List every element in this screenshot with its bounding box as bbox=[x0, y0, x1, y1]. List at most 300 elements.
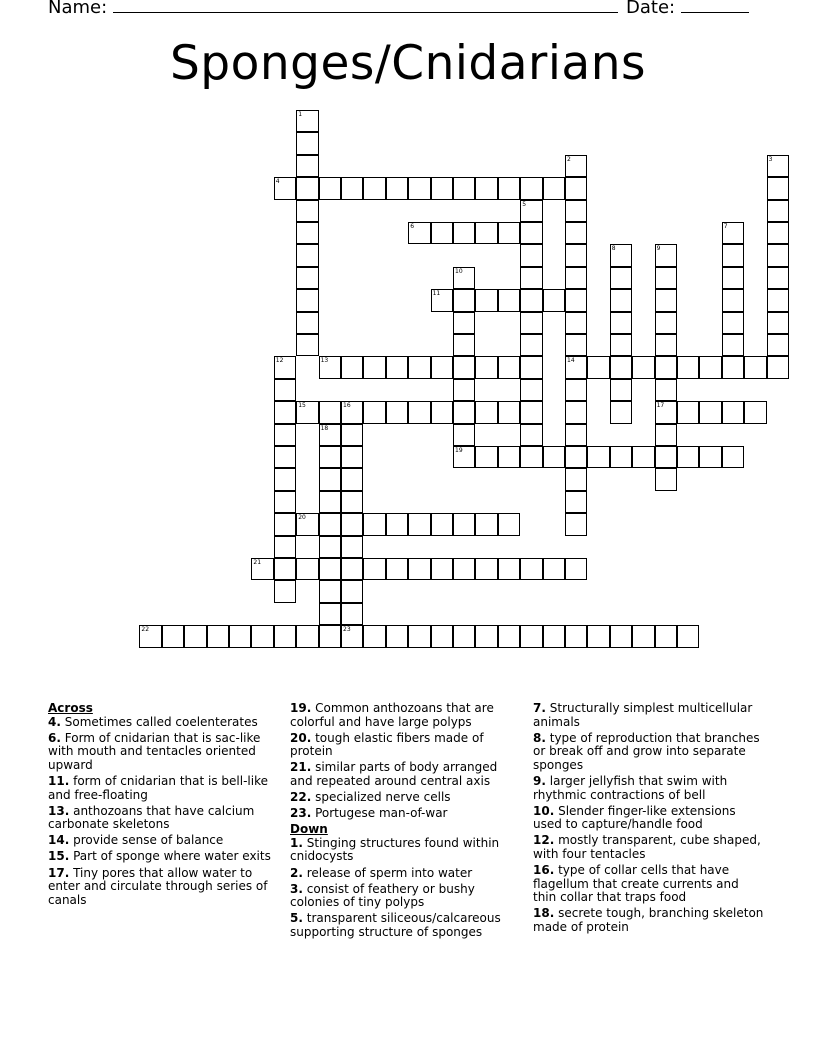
grid-cell[interactable] bbox=[565, 625, 587, 647]
grid-cell[interactable] bbox=[363, 558, 385, 580]
clue-number: 5. bbox=[290, 911, 303, 926]
grid-cell[interactable] bbox=[319, 468, 341, 490]
page-title: Sponges/Cnidarians bbox=[169, 36, 647, 91]
grid-cell[interactable] bbox=[587, 356, 609, 378]
clue-number: 19 bbox=[455, 447, 463, 454]
grid-cell[interactable] bbox=[722, 312, 744, 334]
grid-cell[interactable] bbox=[319, 513, 341, 535]
grid-cell[interactable] bbox=[274, 625, 296, 647]
grid-cell[interactable] bbox=[610, 289, 632, 311]
clue-text: specialized nerve cells bbox=[315, 790, 451, 805]
grid-cell[interactable] bbox=[274, 401, 296, 423]
grid-cell[interactable] bbox=[655, 334, 677, 356]
clue-number: 16 bbox=[343, 402, 351, 410]
grid-cell[interactable] bbox=[296, 289, 318, 311]
clues-column-2 bbox=[290, 702, 522, 942]
grid-cell[interactable] bbox=[722, 289, 744, 311]
grid-cell[interactable] bbox=[610, 356, 632, 378]
grid-cell[interactable] bbox=[386, 177, 408, 199]
grid-cell[interactable] bbox=[498, 289, 520, 311]
grid-cell[interactable] bbox=[520, 379, 542, 401]
grid-cell[interactable] bbox=[319, 580, 341, 602]
clue bbox=[533, 732, 765, 773]
clue-text: transparent siliceous/calcareous supporting structure of sponges bbox=[290, 911, 501, 939]
grid-cell[interactable] bbox=[520, 267, 542, 289]
grid-cell[interactable] bbox=[610, 446, 632, 468]
grid-cell[interactable] bbox=[341, 513, 363, 535]
grid-cell[interactable] bbox=[453, 267, 475, 289]
grid-cell[interactable] bbox=[655, 468, 677, 490]
grid-cell[interactable] bbox=[341, 536, 363, 558]
grid-cell[interactable] bbox=[296, 132, 318, 154]
clues-column-1 bbox=[48, 702, 280, 910]
grid-cell[interactable] bbox=[520, 558, 542, 580]
grid-cell[interactable] bbox=[453, 356, 475, 378]
clue-number: 1 bbox=[298, 111, 303, 118]
clue-number: 16. bbox=[533, 863, 555, 878]
clue-text: Tiny pores that allow water to enter and circulate through series of canals bbox=[48, 865, 268, 907]
grid-cell[interactable] bbox=[431, 289, 453, 311]
grid-cell[interactable] bbox=[520, 424, 542, 446]
grid-cell[interactable] bbox=[632, 446, 654, 468]
grid-cell[interactable] bbox=[408, 625, 430, 647]
grid-cell[interactable] bbox=[431, 513, 453, 535]
grid-cell[interactable] bbox=[475, 401, 497, 423]
grid-cell[interactable] bbox=[610, 267, 632, 289]
clue-number: 19. bbox=[290, 701, 312, 715]
grid-cell[interactable] bbox=[341, 446, 363, 468]
grid-cell[interactable] bbox=[408, 401, 430, 423]
clue-text: consist of feathery or bushy colonies of tiny polyps bbox=[290, 881, 475, 910]
grid-cell[interactable] bbox=[677, 625, 699, 647]
grid-cell[interactable] bbox=[565, 379, 587, 401]
clue bbox=[290, 867, 522, 881]
grid-cell[interactable] bbox=[453, 558, 475, 580]
grid-cell[interactable] bbox=[431, 401, 453, 423]
grid-cell[interactable] bbox=[431, 222, 453, 244]
grid-cell[interactable] bbox=[498, 558, 520, 580]
grid-cell[interactable] bbox=[139, 625, 161, 647]
grid-cell[interactable] bbox=[722, 267, 744, 289]
grid-cell[interactable] bbox=[207, 625, 229, 647]
grid-cell[interactable] bbox=[520, 312, 542, 334]
clue-number: 6. bbox=[48, 730, 61, 745]
clue-number: 10 bbox=[455, 267, 463, 275]
grid-cell[interactable] bbox=[587, 625, 609, 647]
grid-cell[interactable] bbox=[296, 312, 318, 334]
grid-cell[interactable] bbox=[520, 289, 542, 311]
grid-cell[interactable] bbox=[475, 222, 497, 244]
grid-cell[interactable] bbox=[565, 200, 587, 222]
grid-cell[interactable] bbox=[767, 177, 789, 199]
grid-cell[interactable] bbox=[655, 267, 677, 289]
grid-cell[interactable] bbox=[453, 222, 475, 244]
clue-number: 3 bbox=[768, 155, 773, 163]
grid-cell[interactable] bbox=[408, 177, 430, 199]
grid-cell[interactable] bbox=[565, 468, 587, 490]
grid-cell[interactable] bbox=[296, 267, 318, 289]
grid-cell[interactable] bbox=[408, 558, 430, 580]
grid-cell[interactable] bbox=[632, 356, 654, 378]
grid-cell[interactable] bbox=[543, 289, 565, 311]
clue bbox=[533, 775, 765, 802]
grid-cell[interactable] bbox=[319, 356, 341, 378]
clue-number: 2 bbox=[567, 155, 571, 163]
clue-text: Structurally simplest multicellular animals bbox=[533, 701, 753, 729]
grid-cell[interactable] bbox=[677, 401, 699, 423]
grid-cell[interactable] bbox=[296, 401, 318, 423]
grid-cell[interactable] bbox=[408, 356, 430, 378]
clue-text: similar parts of body arranged and repeated around central axis bbox=[290, 760, 498, 788]
grid-cell[interactable] bbox=[319, 558, 341, 580]
grid-cell[interactable] bbox=[565, 334, 587, 356]
grid-cell[interactable] bbox=[498, 222, 520, 244]
grid-cell[interactable] bbox=[453, 424, 475, 446]
grid-cell[interactable] bbox=[565, 177, 587, 199]
grid-cell[interactable] bbox=[677, 446, 699, 468]
clue-number: 17 bbox=[656, 402, 665, 410]
grid-cell[interactable] bbox=[386, 558, 408, 580]
clue-text: larger jellyfish that swim with rhythmic contractions of bell bbox=[533, 773, 728, 802]
grid-cell[interactable] bbox=[565, 513, 587, 535]
grid-cell[interactable] bbox=[453, 446, 475, 468]
grid-cell[interactable] bbox=[453, 312, 475, 334]
clue-number: 11 bbox=[432, 290, 441, 298]
grid-cell[interactable] bbox=[274, 177, 296, 199]
grid-cell[interactable] bbox=[655, 401, 677, 423]
grid-cell[interactable] bbox=[475, 513, 497, 535]
grid-cell[interactable] bbox=[341, 356, 363, 378]
grid-cell[interactable] bbox=[274, 558, 296, 580]
clue-number: 4 bbox=[275, 178, 280, 186]
grid-cell[interactable] bbox=[565, 446, 587, 468]
grid-cell[interactable] bbox=[498, 401, 520, 423]
grid-cell[interactable] bbox=[274, 424, 296, 446]
section-heading: Across bbox=[48, 701, 93, 715]
grid-cell[interactable] bbox=[363, 625, 385, 647]
grid-cell[interactable] bbox=[386, 401, 408, 423]
clue-text: anthozoans that have calcium carbonate skeletons bbox=[48, 803, 255, 832]
grid-cell[interactable] bbox=[453, 513, 475, 535]
grid-cell[interactable] bbox=[319, 424, 341, 446]
grid-cell[interactable] bbox=[475, 558, 497, 580]
clue-number: 13 bbox=[320, 357, 329, 365]
grid-cell[interactable] bbox=[386, 625, 408, 647]
clue-number: 15. bbox=[48, 849, 70, 864]
grid-cell[interactable] bbox=[386, 356, 408, 378]
grid-cell[interactable] bbox=[363, 177, 385, 199]
grid-cell[interactable] bbox=[363, 513, 385, 535]
grid-cell[interactable] bbox=[274, 379, 296, 401]
grid-cell[interactable] bbox=[296, 625, 318, 647]
clue-number: 17. bbox=[48, 865, 70, 880]
grid-cell[interactable] bbox=[699, 446, 721, 468]
grid-cell[interactable] bbox=[453, 334, 475, 356]
grid-cell[interactable] bbox=[565, 244, 587, 266]
grid-cell[interactable] bbox=[655, 289, 677, 311]
grid-cell[interactable] bbox=[319, 177, 341, 199]
grid-cell[interactable] bbox=[229, 625, 251, 647]
grid-cell[interactable] bbox=[453, 625, 475, 647]
grid-cell[interactable] bbox=[610, 379, 632, 401]
grid-cell[interactable] bbox=[296, 558, 318, 580]
grid-cell[interactable] bbox=[722, 222, 744, 244]
clue bbox=[533, 864, 765, 905]
grid-cell[interactable] bbox=[767, 267, 789, 289]
grid-cell[interactable] bbox=[341, 401, 363, 423]
grid-cell[interactable] bbox=[296, 513, 318, 535]
clue-number: 10. bbox=[533, 803, 555, 818]
grid-cell[interactable] bbox=[520, 334, 542, 356]
grid-cell[interactable] bbox=[341, 491, 363, 513]
grid-cell[interactable] bbox=[498, 446, 520, 468]
clue-number: 12 bbox=[275, 357, 284, 365]
clue-number: 3. bbox=[290, 881, 303, 896]
grid-cell[interactable] bbox=[498, 177, 520, 199]
grid-cell[interactable] bbox=[408, 513, 430, 535]
grid-cell[interactable] bbox=[475, 289, 497, 311]
grid-cell[interactable] bbox=[699, 401, 721, 423]
grid-cell[interactable] bbox=[677, 356, 699, 378]
grid-cell[interactable] bbox=[565, 491, 587, 513]
grid-cell[interactable] bbox=[655, 312, 677, 334]
clue bbox=[48, 732, 280, 773]
clue bbox=[48, 775, 280, 802]
grid-cell[interactable] bbox=[475, 446, 497, 468]
grid-cell[interactable] bbox=[341, 558, 363, 580]
grid-cell[interactable] bbox=[431, 177, 453, 199]
grid-cell[interactable] bbox=[722, 401, 744, 423]
grid-cell[interactable] bbox=[319, 536, 341, 558]
grid-cell[interactable] bbox=[274, 513, 296, 535]
clue bbox=[290, 883, 522, 910]
grid-cell[interactable] bbox=[319, 625, 341, 647]
grid-cell[interactable] bbox=[632, 625, 654, 647]
grid-cell[interactable] bbox=[565, 155, 587, 177]
grid-cell[interactable] bbox=[655, 446, 677, 468]
grid-cell[interactable] bbox=[610, 334, 632, 356]
clue-number: 8 bbox=[611, 245, 616, 253]
clue-number: 21. bbox=[290, 760, 312, 775]
clue-number: 18. bbox=[533, 906, 555, 921]
clue-number: 8. bbox=[533, 730, 546, 745]
grid-cell[interactable] bbox=[565, 558, 587, 580]
grid-cell[interactable] bbox=[296, 177, 318, 199]
grid-cell[interactable] bbox=[565, 356, 587, 378]
grid-cell[interactable] bbox=[341, 468, 363, 490]
clue-number: 5 bbox=[522, 200, 527, 208]
clue bbox=[290, 837, 522, 864]
grid-cell[interactable] bbox=[565, 424, 587, 446]
grid-cell[interactable] bbox=[274, 356, 296, 378]
clue-text: Stinging structures found within cnidocysts bbox=[290, 835, 500, 864]
clue-number: 4. bbox=[48, 714, 61, 729]
grid-cell[interactable] bbox=[453, 401, 475, 423]
grid-cell[interactable] bbox=[744, 401, 766, 423]
grid-cell[interactable] bbox=[520, 356, 542, 378]
clue-number: 21 bbox=[253, 559, 262, 566]
grid-cell[interactable] bbox=[767, 244, 789, 266]
grid-cell[interactable] bbox=[699, 356, 721, 378]
grid-cell[interactable] bbox=[543, 177, 565, 199]
grid-cell[interactable] bbox=[655, 244, 677, 266]
grid-cell[interactable] bbox=[520, 177, 542, 199]
grid-cell[interactable] bbox=[565, 222, 587, 244]
clue-number: 23 bbox=[343, 626, 351, 634]
clue bbox=[533, 805, 765, 832]
grid-cell[interactable] bbox=[520, 244, 542, 266]
grid-cell[interactable] bbox=[610, 312, 632, 334]
clue bbox=[48, 716, 280, 730]
grid-cell[interactable] bbox=[296, 334, 318, 356]
grid-cell[interactable] bbox=[341, 177, 363, 199]
grid-cell[interactable] bbox=[655, 424, 677, 446]
grid-cell[interactable] bbox=[453, 289, 475, 311]
grid-cell[interactable] bbox=[722, 446, 744, 468]
grid-cell[interactable] bbox=[162, 625, 184, 647]
grid-cell[interactable] bbox=[655, 625, 677, 647]
clue bbox=[290, 807, 522, 821]
grid-cell[interactable] bbox=[520, 222, 542, 244]
clue bbox=[290, 912, 522, 939]
grid-cell[interactable] bbox=[296, 244, 318, 266]
clue-number: 18 bbox=[320, 424, 329, 432]
grid-cell[interactable] bbox=[184, 625, 206, 647]
clue-number: 20 bbox=[298, 514, 306, 522]
grid-cell[interactable] bbox=[767, 155, 789, 177]
grid-cell[interactable] bbox=[610, 625, 632, 647]
grid-cell[interactable] bbox=[498, 625, 520, 647]
grid-cell[interactable] bbox=[296, 155, 318, 177]
grid-cell[interactable] bbox=[520, 200, 542, 222]
grid-cell[interactable] bbox=[475, 625, 497, 647]
clue bbox=[290, 791, 522, 805]
grid-cell[interactable] bbox=[363, 356, 385, 378]
grid-cell[interactable] bbox=[475, 356, 497, 378]
grid-cell[interactable] bbox=[565, 267, 587, 289]
grid-cell[interactable] bbox=[655, 379, 677, 401]
grid-cell[interactable] bbox=[251, 558, 273, 580]
grid-cell[interactable] bbox=[520, 625, 542, 647]
grid-cell[interactable] bbox=[274, 446, 296, 468]
clue bbox=[290, 732, 522, 759]
grid-cell[interactable] bbox=[363, 401, 385, 423]
clue bbox=[48, 805, 280, 832]
grid-cell[interactable] bbox=[744, 356, 766, 378]
grid-cell[interactable] bbox=[319, 401, 341, 423]
clue-text: form of cnidarian that is bell-like and free-floating bbox=[48, 773, 268, 802]
grid-cell[interactable] bbox=[274, 491, 296, 513]
grid-cell[interactable] bbox=[655, 356, 677, 378]
clue bbox=[533, 834, 765, 861]
grid-cell[interactable] bbox=[341, 625, 363, 647]
grid-cell[interactable] bbox=[767, 222, 789, 244]
grid-cell[interactable] bbox=[722, 244, 744, 266]
grid-cell[interactable] bbox=[319, 603, 341, 625]
clue-text: Portugese man-of-war bbox=[315, 806, 448, 821]
grid-cell[interactable] bbox=[251, 625, 273, 647]
grid-cell[interactable] bbox=[274, 468, 296, 490]
clue bbox=[533, 907, 765, 934]
clue-number: 23. bbox=[290, 806, 312, 821]
grid-cell[interactable] bbox=[610, 401, 632, 423]
grid-cell[interactable] bbox=[431, 558, 453, 580]
grid-cell[interactable] bbox=[274, 580, 296, 602]
grid-cell[interactable] bbox=[296, 110, 318, 132]
grid-cell[interactable] bbox=[767, 200, 789, 222]
grid-cell[interactable] bbox=[408, 222, 430, 244]
clue-text: release of sperm into water bbox=[306, 865, 473, 880]
grid-cell[interactable] bbox=[296, 222, 318, 244]
clue-number: 22 bbox=[141, 626, 150, 634]
grid-cell[interactable] bbox=[386, 513, 408, 535]
grid-cell[interactable] bbox=[565, 312, 587, 334]
grid-cell[interactable] bbox=[543, 446, 565, 468]
grid-cell[interactable] bbox=[274, 536, 296, 558]
clue-number: 7. bbox=[533, 701, 546, 715]
grid-cell[interactable] bbox=[767, 312, 789, 334]
grid-cell[interactable] bbox=[453, 379, 475, 401]
grid-cell[interactable] bbox=[453, 177, 475, 199]
grid-cell[interactable] bbox=[431, 625, 453, 647]
clue-number: 9. bbox=[533, 773, 546, 788]
clue-number: 14. bbox=[48, 833, 70, 848]
grid-cell[interactable] bbox=[767, 334, 789, 356]
grid-cell[interactable] bbox=[767, 289, 789, 311]
grid-cell[interactable] bbox=[341, 580, 363, 602]
clue-text: Slender finger-like extensions used to capture/handle food bbox=[533, 803, 736, 832]
clue-number: 22. bbox=[290, 790, 312, 805]
grid-cell[interactable] bbox=[431, 356, 453, 378]
grid-cell[interactable] bbox=[565, 401, 587, 423]
clue-number: 20. bbox=[290, 730, 312, 745]
clue-number: 12. bbox=[533, 833, 555, 848]
grid-cell[interactable] bbox=[498, 513, 520, 535]
grid-cell[interactable] bbox=[610, 244, 632, 266]
clue bbox=[290, 761, 522, 788]
grid-cell[interactable] bbox=[543, 625, 565, 647]
clue-number: 2. bbox=[290, 865, 303, 880]
clue-text: Part of sponge where water exits bbox=[73, 849, 271, 864]
date-label: Date: bbox=[626, 0, 676, 18]
clues-column-3 bbox=[533, 702, 765, 937]
grid-cell[interactable] bbox=[722, 356, 744, 378]
grid-cell[interactable] bbox=[319, 491, 341, 513]
grid-cell[interactable] bbox=[543, 558, 565, 580]
grid-cell[interactable] bbox=[767, 356, 789, 378]
grid-cell[interactable] bbox=[296, 200, 318, 222]
grid-cell[interactable] bbox=[587, 446, 609, 468]
clue-number: 7 bbox=[723, 223, 728, 230]
clue bbox=[48, 867, 280, 908]
clue-text: Sometimes called coelenterates bbox=[64, 714, 258, 729]
grid-cell[interactable] bbox=[341, 603, 363, 625]
clue-number: 6 bbox=[410, 223, 415, 230]
grid-cell[interactable] bbox=[722, 334, 744, 356]
grid-cell[interactable] bbox=[565, 289, 587, 311]
clue-number: 13. bbox=[48, 803, 70, 818]
grid-cell[interactable] bbox=[498, 356, 520, 378]
clue-text: Form of cnidarian that is sac-like with mouth and tentacles oriented upward bbox=[48, 730, 261, 772]
grid-cell[interactable] bbox=[520, 446, 542, 468]
grid-cell[interactable] bbox=[341, 424, 363, 446]
grid-cell[interactable] bbox=[475, 177, 497, 199]
clue bbox=[290, 702, 522, 729]
grid-cell[interactable] bbox=[319, 446, 341, 468]
grid-cell[interactable] bbox=[520, 401, 542, 423]
clue-number: 1. bbox=[290, 835, 303, 850]
clue-text: secrete tough, branching skeleton made of protein bbox=[533, 906, 764, 934]
